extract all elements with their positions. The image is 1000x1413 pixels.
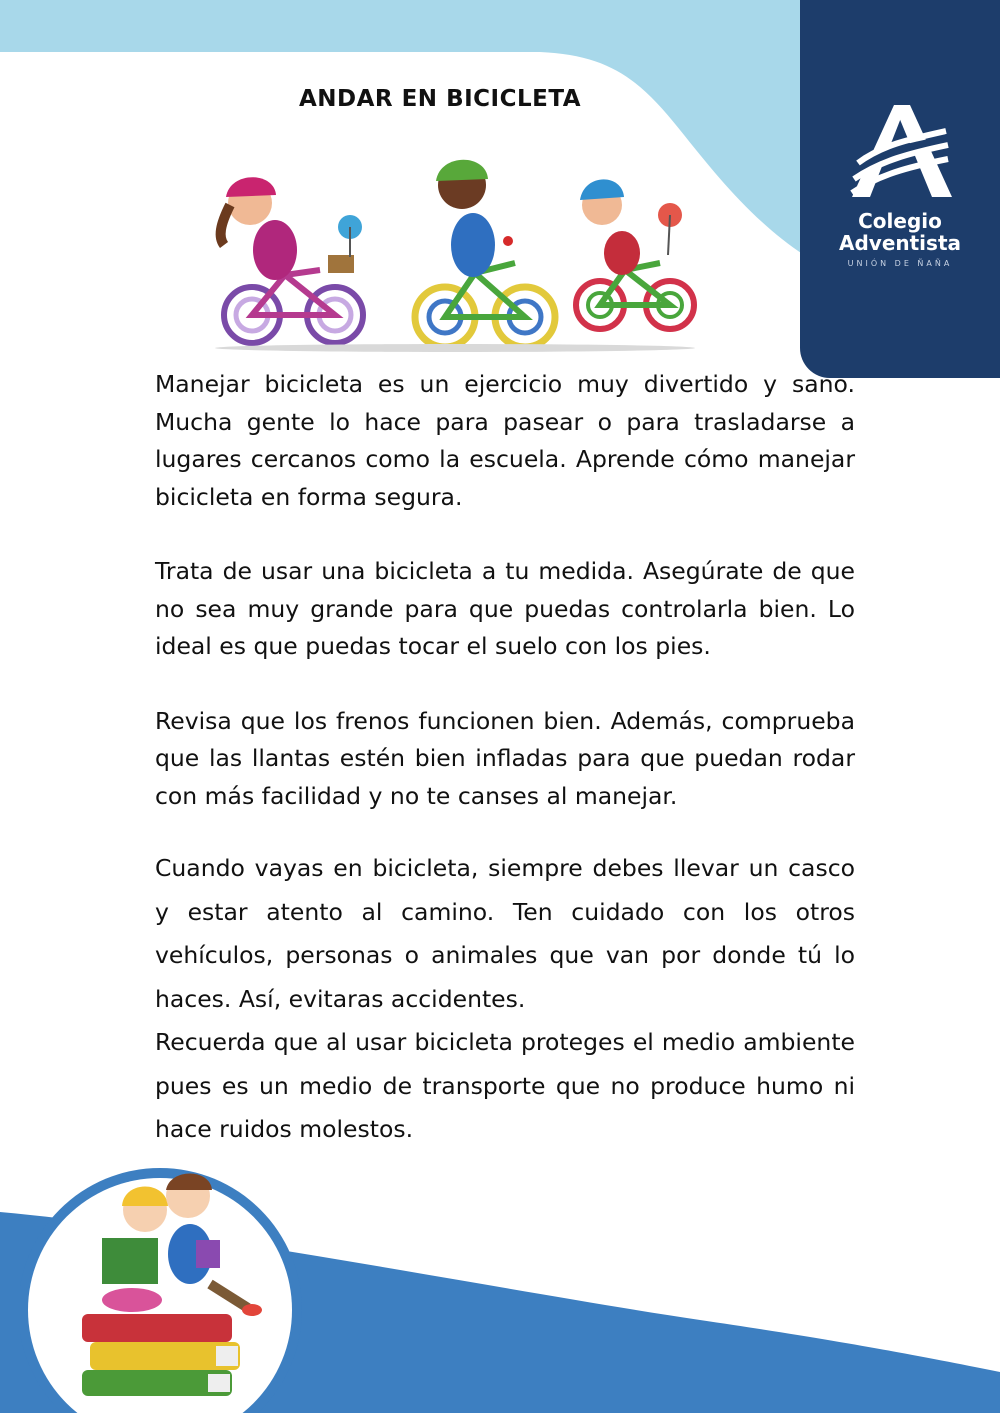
- boy-small-bike-icon: [576, 179, 694, 329]
- kids-riding-bikes-illustration: [190, 145, 720, 355]
- logo-line2: Adventista: [838, 231, 961, 255]
- adventist-a-logo-icon: [848, 105, 952, 205]
- paragraph-3: Revisa que los frenos funcionen bien. Además, comprueba que las llantas estén bien infladas para que puedan rodar con más facilidad y no te canses al manejar.: [155, 706, 855, 810]
- logo-line1: Colegio: [858, 209, 942, 233]
- paragraph-1: Manejar bicicleta es un ejercicio muy divertido y sano. Mucha gente lo hace para pasear o para trasladarse a lugares cercanos como la escuela. Aprende cómo manejar bicicleta en forma segura.: [155, 370, 855, 511]
- school-logo: [800, 0, 1000, 378]
- girl-bike-icon: [221, 177, 363, 343]
- paragraph-5: Recuerda que al usar bicicleta proteges el medio ambiente pues es un medio de transporte que no produce humo ni hace ruidos molestos.: [155, 1028, 855, 1143]
- article-body: [155, 366, 855, 1152]
- paragraph-2: Trata de usar una bicicleta a tu medida. Asegúrate de que no sea muy grande para que puedas controlarla bien. Lo ideal es que puedas tocar el suelo con los pies.: [155, 557, 855, 660]
- logo-subtitle: UNIÓN DE ÑAÑA: [847, 259, 953, 268]
- page-title: ANDAR EN BICICLETA: [298, 86, 582, 112]
- kids-reading-books-illustration: [20, 1160, 310, 1413]
- paragraph-4: Cuando vayas en bicicleta, siempre debes llevar un casco y estar atento al camino. Ten cuidado con los otros vehículos, personas o animales que van por donde tú lo haces. Así, evitaras accidentes.: [155, 854, 855, 1013]
- boy-bike-icon: [415, 160, 555, 347]
